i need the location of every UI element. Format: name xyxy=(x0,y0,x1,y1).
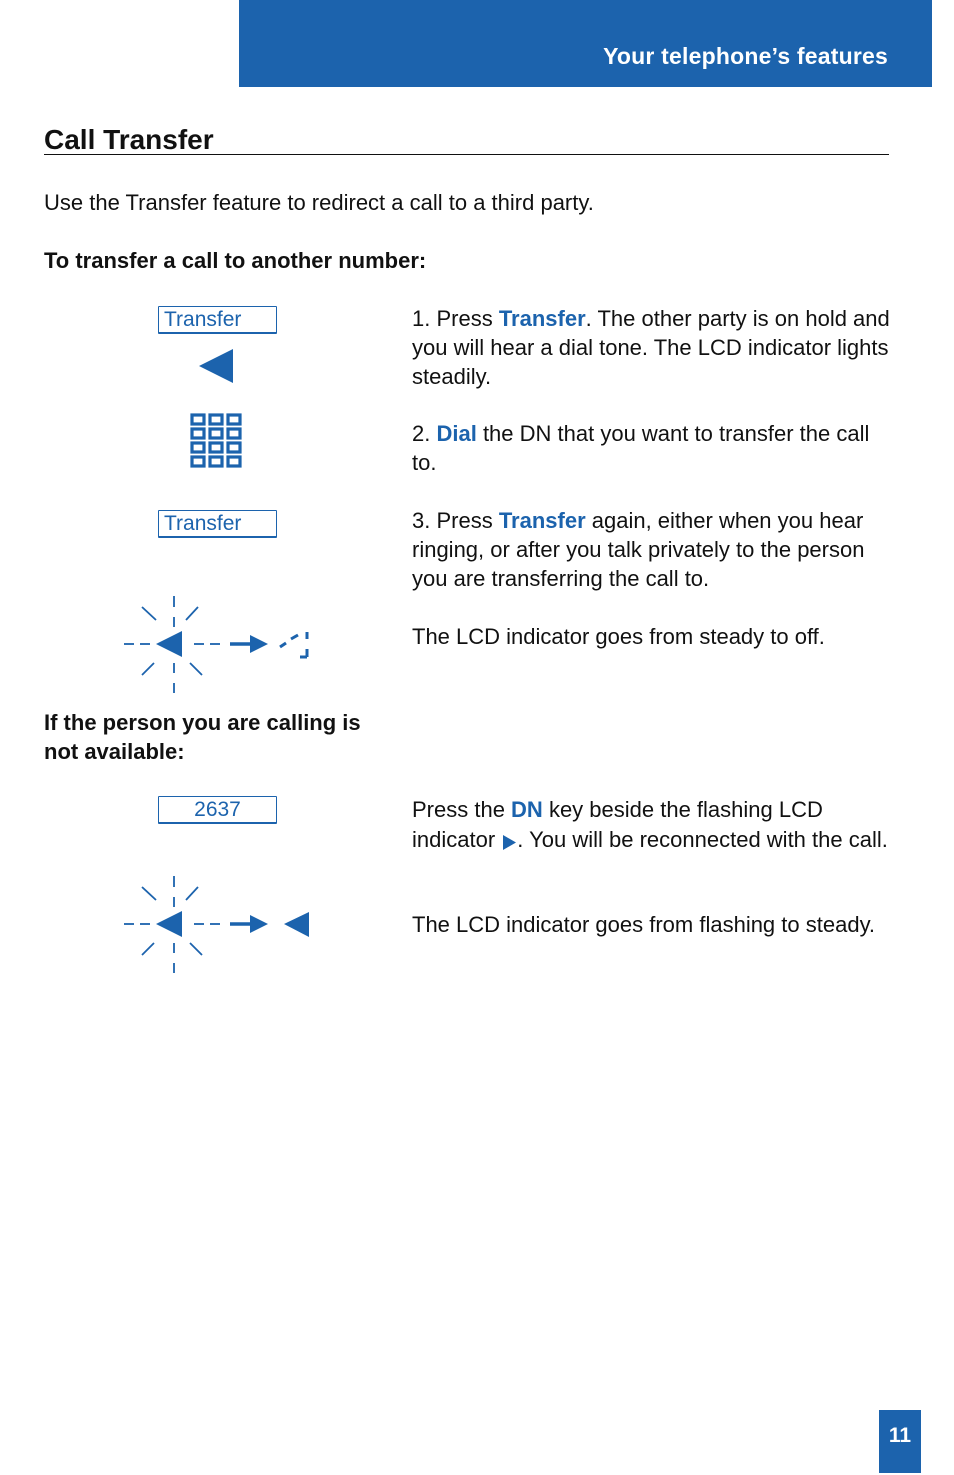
intro-text: Use the Transfer feature to redirect a call to a third party. xyxy=(44,190,594,215)
step-3-keyword: Transfer xyxy=(498,508,586,533)
subheading-unavailable-line2: not available: xyxy=(44,739,185,764)
dn-press-mid: key beside the flashing LCD indicator xyxy=(412,797,823,852)
step-2 xyxy=(412,419,890,477)
transfer-key-2 xyxy=(158,510,277,538)
lcd-off-text: The LCD indicator goes from steady to off. xyxy=(412,624,825,649)
dn-press-prefix: Press the xyxy=(412,797,512,822)
step-3 xyxy=(412,506,890,593)
header-bar xyxy=(239,0,932,87)
step-1-rest: . The other party is on hold and you will hear a dial tone. The LCD indicator lights steadily. xyxy=(412,306,890,389)
transfer-key-label: Transfer xyxy=(164,308,242,331)
dn-press-rest: . You will be reconnected with the call. xyxy=(517,827,888,852)
transfer-key-2-label: Transfer xyxy=(164,512,242,535)
subheading-unavailable-line1: If the person you are calling is xyxy=(44,710,361,735)
dn-key xyxy=(158,796,277,824)
dn-press-keyword: DN xyxy=(511,797,543,822)
right-triangle-icon xyxy=(501,833,517,851)
step-1 xyxy=(412,304,890,391)
step-1-prefix: 1. Press xyxy=(412,306,499,331)
title-rule xyxy=(44,154,889,155)
step-3-rest: again, either when you hear ringing, or after you talk privately to the person you are transferring the call to. xyxy=(412,508,865,591)
dn-press-text xyxy=(412,795,890,855)
lcd-steady-text: The LCD indicator goes from flashing to steady. xyxy=(412,912,876,937)
step-2-rest: the DN that you want to transfer the call to. xyxy=(412,421,870,475)
subheading-transfer: To transfer a call to another number: xyxy=(44,248,427,273)
subheading-unavailable xyxy=(44,708,361,766)
dialpad-icon xyxy=(190,413,244,469)
page-number: 11 xyxy=(879,1410,921,1473)
flashing-to-off-indicator-icon xyxy=(120,593,315,695)
step-1-keyword: Transfer xyxy=(498,306,586,331)
header-title: Your telephone’s features xyxy=(603,43,888,69)
dn-key-label: 2637 xyxy=(194,798,241,821)
step-2-prefix: 2. xyxy=(412,421,437,446)
flashing-to-steady-indicator-icon xyxy=(120,873,315,975)
section-title: Call Transfer xyxy=(44,124,214,155)
step-2-keyword: Dial xyxy=(436,421,477,446)
transfer-key xyxy=(158,306,277,334)
step-3-prefix: 3. Press xyxy=(412,508,499,533)
left-triangle-icon xyxy=(197,348,235,384)
